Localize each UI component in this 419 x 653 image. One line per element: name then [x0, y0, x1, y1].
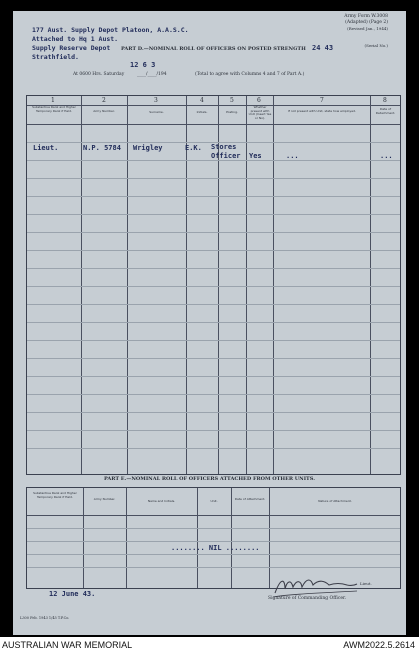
caption-accession: AWM2022.5.2614: [343, 640, 415, 650]
serial-number: 24 43: [312, 44, 334, 52]
column-number: 3: [154, 97, 158, 104]
part-d-title: PART D.—NOMINAL ROLL OF OFFICERS ON POSTED STRENGTH: [121, 46, 306, 52]
column-number: 1: [51, 97, 55, 104]
column-number: 4: [200, 97, 204, 104]
form-id-line: Army Form W.3008: [344, 14, 388, 19]
entry-rank: Lieut.: [33, 144, 59, 152]
entry-surname: Wrigley: [133, 144, 163, 152]
part-e-nil-entry: ........ NIL ........: [171, 544, 260, 552]
unit-attachment: Attached to Hq 1 Aust.: [32, 35, 119, 43]
column-header-detachment: Date of Detachment.: [375, 107, 396, 115]
part-e-header-date: Date of Attachment.: [234, 497, 266, 501]
printer-note: L300 Feb. 1943 1/45 T.P.Co.: [20, 616, 70, 620]
column-header-army-number: Army Number.: [93, 109, 115, 113]
column-header-surname: Surname.: [149, 110, 164, 114]
document-page: [13, 11, 406, 635]
serial-label: (Serial No.): [364, 43, 388, 48]
entry-posting: Stores: [211, 143, 237, 151]
part-e-header-rank: Substantive Rank and Higher Temporary Rank if Held.: [33, 491, 77, 499]
entry-date: ...: [380, 152, 393, 160]
as-at-year: ____/____/194: [137, 72, 167, 77]
column-header-present: Whether present with Unit (Insert Yes or No).: [248, 105, 272, 120]
unit-location: Strathfield.: [32, 53, 79, 61]
footer-date: 12 June 43.: [49, 590, 96, 598]
column-header-employed: If not present with Unit, state how employed.: [288, 109, 356, 113]
part-e-title: PART E.—NOMINAL ROLL OF OFFICERS ATTACHED FROM OTHER UNITS.: [104, 476, 315, 482]
column-number: 2: [102, 97, 106, 104]
form-id-line: (Adapted) (Page 2): [345, 20, 388, 25]
as-at-year-value: 194: [158, 72, 167, 77]
as-at-prefix: At 0600 Hrs. Saturday: [73, 72, 125, 77]
column-number: 8: [383, 97, 387, 104]
signature-label: Signature of Commanding Officer.: [268, 596, 347, 601]
part-e-header-nature: Nature of Attachment.: [318, 499, 352, 503]
column-number: 7: [320, 97, 324, 104]
signature-rank: Lieut.: [360, 581, 372, 586]
as-at-date: 12 6 3: [130, 61, 156, 69]
unit-name: 177 Aust. Supply Depot Platoon, A.A.S.C.: [32, 26, 189, 34]
column-number: 5: [230, 97, 234, 104]
entry-employed: ...: [286, 152, 299, 160]
column-number: 6: [257, 97, 261, 104]
part-e-header-army-number: Army Number.: [93, 497, 116, 501]
column-header-rank: Substantive Rank and Higher Temporary Rank if Held.: [32, 105, 76, 113]
entry-army-number: N.P. 5784: [83, 144, 121, 152]
column-header-initials: Initials.: [196, 110, 208, 114]
as-at-note: (Total to agree with Columns 4 and 7 of Part A.): [195, 72, 305, 77]
entry-posting-cont: Officer: [211, 152, 241, 160]
column-header-posting: Posting.: [226, 110, 238, 114]
unit-depot: Supply Reserve Depot: [32, 44, 111, 52]
part-d-table: [26, 95, 401, 475]
entry-initials: E.K.: [185, 144, 202, 152]
caption-bar: [0, 637, 419, 653]
entry-present: Yes: [249, 152, 262, 160]
part-e-header-name: Name and Initials.: [147, 499, 176, 503]
form-id-line: (Revised Jan., 1944): [347, 26, 388, 31]
caption-source: AUSTRALIAN WAR MEMORIAL: [2, 640, 133, 650]
part-e-header-unit: Unit.: [210, 499, 218, 503]
